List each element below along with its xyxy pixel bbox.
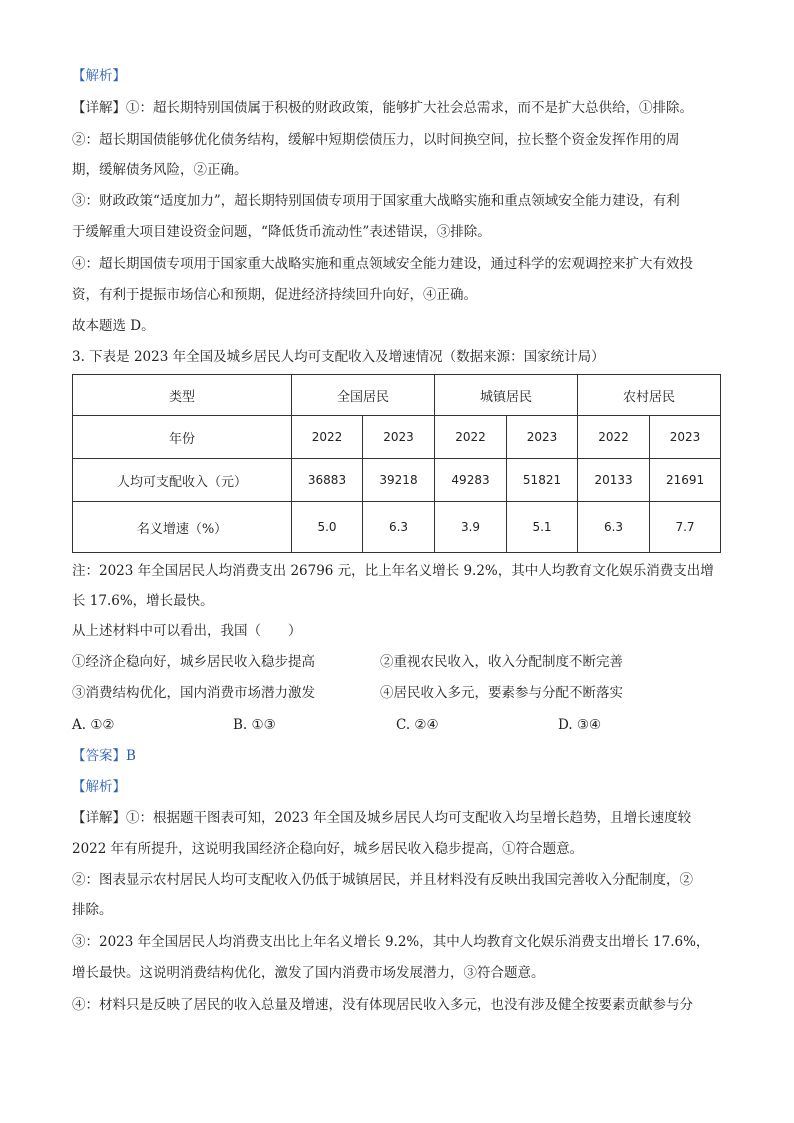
explain-line: 2022 年有所提升，这说明我国经济企稳向好，城乡居民收入稳步提高，①符合题意。 xyxy=(72,841,584,857)
question-stem: 3. 下表是 2023 年全国及城乡居民人均可支配收入及增速情况（数据来源：国家统计局） xyxy=(72,349,605,365)
table-cell: 7.7 xyxy=(650,502,721,553)
table-cell: 21691 xyxy=(650,459,721,502)
choice-c: C. ②④ xyxy=(396,717,439,733)
choice-a: A. ①② xyxy=(72,717,115,733)
note-line: 注：2023 年全国居民人均消费支出 26796 元，比上年名义增长 9.2%，其中人均教育文化娱乐消费支出增 xyxy=(72,563,714,579)
explain-line: 【详解】①：超长期特别国债属于积极的财政政策，能够扩大社会总需求，而不是扩大总供给，①排除。 xyxy=(72,100,693,116)
table-header-row xyxy=(73,375,721,416)
statement-3: ③消费结构优化，国内消费市场潜力激发 xyxy=(72,685,315,701)
table-cell: 2023 xyxy=(650,416,721,459)
table-row xyxy=(73,416,721,459)
table-row-label: 年份 xyxy=(73,416,292,459)
explain-line: ②：超长期国债能够优化债务结构，缓解中短期偿债压力，以时间换空间，拉长整个资金发挥作用的周 xyxy=(72,132,680,148)
table-cell: 6.3 xyxy=(578,502,650,553)
table-cell: 2022 xyxy=(435,416,507,459)
choice-d: D. ③④ xyxy=(558,717,602,733)
table-header-cell: 全国居民 xyxy=(292,375,435,416)
table-header-cell: 城镇居民 xyxy=(435,375,578,416)
explain-line: 排除。 xyxy=(72,902,113,918)
income-table xyxy=(72,374,721,553)
table-cell: 5.1 xyxy=(507,502,578,553)
table-header-cell: 类型 xyxy=(73,375,292,416)
explain-line: 【详解】①：根据题干图表可知，2023 年全国及城乡居民人均可支配收入均呈增长趋势，且增长速度较 xyxy=(72,810,692,826)
explain-line: 资，有利于提振市场信心和预期，促进经济持续回升向好，④正确。 xyxy=(72,287,477,303)
statement-4: ④居民收入多元，要素参与分配不断落实 xyxy=(380,685,623,701)
table-cell: 6.3 xyxy=(363,502,435,553)
analysis-heading: 【解析】 xyxy=(72,68,126,84)
table-cell: 39218 xyxy=(363,459,435,502)
explain-line: ③：财政政策“适度加力”，超长期特别国债专项用于国家重大战略实施和重点领域安全能力建设，有利 xyxy=(72,193,680,209)
table-cell: 2022 xyxy=(292,416,363,459)
explain-line: 增长最快。这说明消费结构优化，激发了国内消费市场发展潜力，③符合题意。 xyxy=(72,965,545,981)
answer-line: 【答案】B xyxy=(72,748,136,764)
table-cell: 3.9 xyxy=(435,502,507,553)
conclusion-line: 故本题选 D。 xyxy=(72,318,155,334)
table-cell: 49283 xyxy=(435,459,507,502)
table-row-label: 名义增速（%） xyxy=(73,502,292,553)
table-cell: 51821 xyxy=(507,459,578,502)
explain-line: ④：材料只是反映了居民的收入总量及增速，没有体现居民收入多元，也没有涉及健全按要素贡献参与分 xyxy=(72,997,693,1013)
table-cell: 36883 xyxy=(292,459,363,502)
table-row xyxy=(73,502,721,553)
statement-1: ①经济企稳向好，城乡居民收入稳步提高 xyxy=(72,654,315,670)
table-cell: 2022 xyxy=(578,416,650,459)
table-cell: 2023 xyxy=(363,416,435,459)
explain-line: ③：2023 年全国居民人均消费支出比上年名义增长 9.2%，其中人均教育文化娱乐消费支出增长 17.6%， xyxy=(72,934,710,950)
table-row xyxy=(73,459,721,502)
note-line: 长 17.6%，增长最快。 xyxy=(72,593,214,609)
table-cell: 20133 xyxy=(578,459,650,502)
explain-line: ④：超长期国债专项用于国家重大战略实施和重点领域安全能力建设，通过科学的宏观调控来扩大有效投 xyxy=(72,256,693,272)
table-cell: 2023 xyxy=(507,416,578,459)
question-prompt: 从上述材料中可以看出，我国（ ） xyxy=(72,623,302,639)
explain-line: 于缓解重大项目建设资金问题，“降低货币流动性”表述错误，③排除。 xyxy=(72,224,491,240)
table-header-cell: 农村居民 xyxy=(578,375,721,416)
statement-2: ②重视农民收入，收入分配制度不断完善 xyxy=(380,654,623,670)
table-row-label: 人均可支配收入（元） xyxy=(73,459,292,502)
explain-line: ②：图表显示农村居民人均可支配收入仍低于城镇居民，并且材料没有反映出我国完善收入分配制度，② xyxy=(72,872,693,888)
analysis-heading: 【解析】 xyxy=(72,779,126,795)
explain-line: 期，缓解债务风险，②正确。 xyxy=(72,162,248,178)
choice-b: B. ①③ xyxy=(233,717,276,733)
table-cell: 5.0 xyxy=(292,502,363,553)
